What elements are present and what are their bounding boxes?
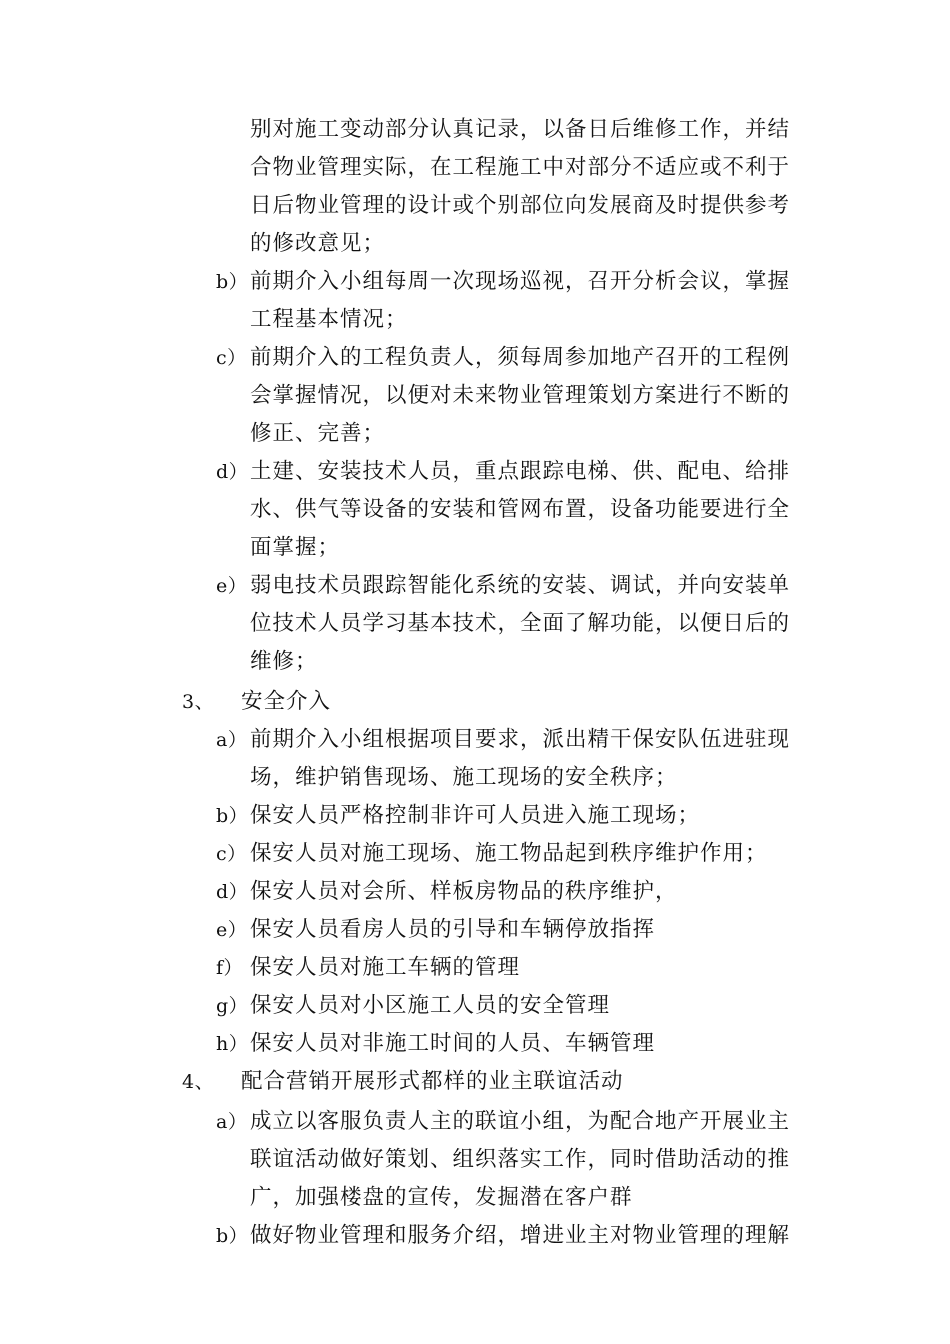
section-title: 安全介入	[241, 689, 332, 714]
list-item-marker: a）	[216, 1111, 248, 1133]
list-item-line: 保安人员对非施工时间的人员、车辆管理	[250, 1031, 656, 1056]
list-item-line: 保安人员对会所、样板房物品的秩序维护，	[250, 879, 678, 904]
list-item-line: 土建、安装技术人员，重点跟踪电梯、供、配电、给排	[250, 459, 791, 484]
list-item-line: 保安人员看房人员的引导和车辆停放指挥	[250, 917, 656, 942]
section-number: 4、	[182, 1071, 215, 1093]
list-item-line: 前期介入的工程负责人，须每周参加地产召开的工程例	[250, 345, 791, 370]
paragraph-line: 日后物业管理的设计或个别部位向发展商及时提供参考	[250, 193, 791, 218]
list-item-marker: e）	[216, 919, 248, 941]
paragraph-line: 别对施工变动部分认真记录，以备日后维修工作，并结	[250, 117, 791, 142]
list-item-line: 成立以客服负责人主的联谊小组，为配合地产开展业主	[250, 1109, 791, 1134]
list-item-line: 前期介入小组每周一次现场巡视，召开分析会议，掌握	[250, 269, 791, 294]
list-item-line: 联谊活动做好策划、组织落实工作，同时借助活动的推	[250, 1147, 791, 1172]
section-number: 3、	[182, 691, 215, 713]
paragraph-line: 合物业管理实际，在工程施工中对部分不适应或不利于	[250, 155, 791, 180]
list-item-marker: b）	[216, 271, 249, 293]
list-item-line: 做好物业管理和服务介绍，增进业主对物业管理的理解	[250, 1223, 791, 1248]
list-item-marker: h）	[216, 1033, 249, 1055]
list-item-marker: e）	[216, 575, 248, 597]
list-item-line: 前期介入小组根据项目要求，派出精干保安队伍进驻现	[250, 727, 791, 752]
list-item-marker: d）	[216, 461, 249, 483]
list-item-marker: f）	[216, 957, 244, 979]
list-item-line: 维修；	[250, 649, 318, 674]
list-item-marker: a）	[216, 729, 248, 751]
list-item-line: 保安人员严格控制非许可人员进入施工现场；	[250, 803, 701, 828]
list-item-line: 弱电技术员跟踪智能化系统的安装、调试，并向安装单	[250, 573, 791, 598]
list-item-line: 保安人员对小区施工人员的安全管理	[250, 993, 611, 1018]
list-item-line: 工程基本情况；	[250, 307, 408, 332]
list-item-marker: d）	[216, 881, 249, 903]
list-item-line: 广，加强楼盘的宣传，发掘潜在客户群	[250, 1185, 633, 1210]
list-item-marker: c）	[216, 843, 247, 865]
list-item-line: 会掌握情况，以便对未来物业管理策划方案进行不断的	[250, 383, 791, 408]
list-item-marker: b）	[216, 805, 249, 827]
list-item-line: 修正、完善；	[250, 421, 386, 446]
list-item-line: 场，维护销售现场、施工现场的安全秩序；	[250, 765, 678, 790]
list-item-line: 水、供气等设备的安装和管网布置，设备功能要进行全	[250, 497, 791, 522]
list-item-line: 保安人员对施工车辆的管理	[250, 955, 521, 980]
list-item-line: 位技术人员学习基本技术，全面了解功能，以便日后的	[250, 611, 791, 636]
list-item-line: 面掌握；	[250, 535, 341, 560]
paragraph-line: 的修改意见；	[250, 231, 386, 256]
section-title: 配合营销开展形式都样的业主联谊活动	[241, 1069, 624, 1094]
list-item-line: 保安人员对施工现场、施工物品起到秩序维护作用；	[250, 841, 768, 866]
list-item-marker: c）	[216, 347, 247, 369]
list-item-marker: b）	[216, 1225, 249, 1247]
list-item-marker: g）	[216, 995, 249, 1017]
